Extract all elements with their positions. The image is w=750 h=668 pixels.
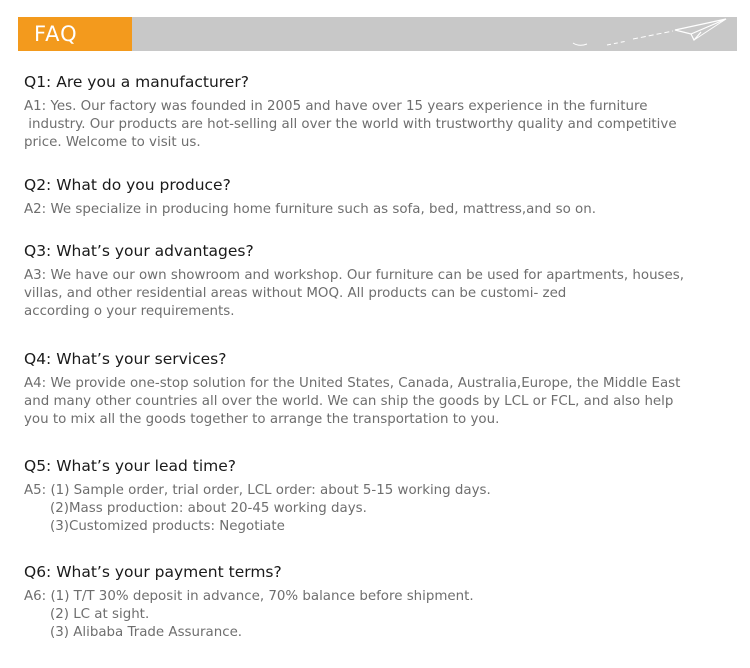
answer-6 — [24, 588, 724, 642]
question-4: Q4: What’s your services? — [24, 350, 227, 368]
answer-4-line-1: A4: We provide one-stop solution for the United States, Canada, Australia,Europe, the Middle East — [24, 376, 681, 391]
answer-5-line-2: (2)Mass production: about 20-45 working days. — [50, 501, 367, 516]
answer-5 — [24, 482, 724, 536]
answer-6-line-3: (3) Alibaba Trade Assurance. — [50, 625, 243, 640]
faq-item-2 — [24, 175, 724, 219]
question-1: Q1: Are you a manufacturer? — [24, 73, 249, 91]
faq-title: FAQ — [34, 22, 78, 46]
answer-5-line-3: (3)Customized products: Negotiate — [50, 519, 285, 534]
answer-5-line-1: A5: (1) Sample order, trial order, LCL order: about 5-15 working days. — [24, 483, 491, 498]
answer-3 — [24, 267, 724, 321]
question-3: Q3: What’s your advantages? — [24, 242, 254, 260]
faq-header-bar — [18, 17, 737, 51]
answer-6-line-2: (2) LC at sight. — [50, 607, 150, 622]
answer-4-line-2: and many other countries all over the world. We can ship the goods by LCL or FCL, and also help — [24, 394, 674, 409]
answer-1-line-2: industry. Our products are hot-selling all over the world with trustworthy quality and competitive — [24, 117, 677, 132]
question-5: Q5: What’s your lead time? — [24, 457, 236, 475]
answer-4 — [24, 375, 724, 429]
answer-4-line-3: you to mix all the goods together to arrange the transportation to you. — [24, 412, 500, 427]
answer-2-line-1: A2: We specialize in producing home furniture such as sofa, bed, mattress,and so on. — [24, 202, 596, 217]
faq-item-4 — [24, 349, 724, 429]
question-2: Q2: What do you produce? — [24, 176, 231, 194]
question-6: Q6: What’s your payment terms? — [24, 563, 282, 581]
answer-1 — [24, 98, 724, 152]
answer-6-line-1: A6: (1) T/T 30% deposit in advance, 70% balance before shipment. — [24, 589, 474, 604]
answer-3-line-3: according o your requirements. — [24, 304, 235, 319]
answer-3-line-1: A3: We have our own showroom and workshop. Our furniture can be used for apartments, houses, — [24, 268, 684, 283]
faq-item-3 — [24, 241, 724, 321]
answer-3-line-2: villas, and other residential areas without MOQ. All products can be customi- zed — [24, 286, 567, 301]
paper-plane-icon — [563, 17, 737, 51]
faq-item-6 — [24, 562, 724, 642]
answer-1-line-3: price. Welcome to visit us. — [24, 135, 201, 150]
faq-header-tab — [18, 17, 132, 51]
answer-1-line-1: A1: Yes. Our factory was founded in 2005 and have over 15 years experience in the furniture — [24, 99, 648, 114]
faq-item-5 — [24, 456, 724, 536]
answer-2 — [24, 201, 724, 219]
faq-item-1 — [24, 72, 724, 152]
